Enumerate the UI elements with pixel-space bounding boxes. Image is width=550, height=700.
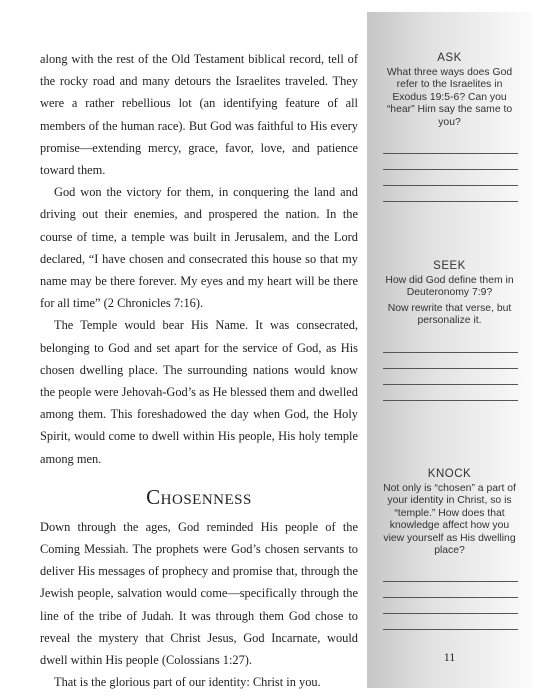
main-text-column <box>40 48 358 693</box>
ask-title: ASK <box>437 52 462 64</box>
seek-prompt-2: Now rewrite that verse, but personalize it. <box>387 302 512 327</box>
writing-line[interactable] <box>383 369 518 385</box>
writing-line[interactable] <box>383 598 518 614</box>
writing-line[interactable] <box>383 154 518 170</box>
writing-line[interactable] <box>383 186 518 202</box>
section-heading: Chosenness <box>146 484 252 509</box>
ask-prompt: What three ways does God refer to the Israelites in Exodus 19:5-6? Can you “hear” Him say the same to you? <box>386 67 513 128</box>
knock-prompt: Not only is “chosen” a part of your identity in Christ, so is “temple.” How does that knowledge affect how you view yourself as His dwelling place? <box>383 483 516 557</box>
page-number: 11 <box>443 650 456 664</box>
knock-writing-lines[interactable] <box>383 566 518 630</box>
writing-line[interactable] <box>383 385 518 401</box>
seek-title: SEEK <box>433 260 466 272</box>
seek-writing-lines[interactable] <box>383 337 518 401</box>
paragraph: Down through the ages, God reminded His people of the Coming Messiah. The prophets were God’s chosen servants to deliver His messages of prophecy and promise that, through the Jewish people, salvation would come—specifically through the line of the tribe of Judah. It was through them God chose to reveal the mystery that Christ Jesus, God Incarnate, would dwell within His people (Colossians 1:27). <box>40 519 358 668</box>
writing-line[interactable] <box>383 582 518 598</box>
writing-line[interactable] <box>383 566 518 582</box>
writing-line[interactable] <box>383 614 518 630</box>
ask-writing-lines[interactable] <box>383 138 518 202</box>
writing-line[interactable] <box>383 353 518 369</box>
paragraph: along with the rest of the Old Testament biblical record, tell of the rocky road and many detours the Israelites traveled. They were a rather rebellious lot (an identifying feature of all members of the human race). But God was faithful to His every promise—extending mercy, grace, favor, love, and patience toward them. <box>40 52 358 178</box>
paragraph: That is the glorious part of our identity: Christ in you. <box>54 675 321 690</box>
paragraph: God won the victory for them, in conquering the land and driving out their enemies, and prospered the nation. In the course of time, a temple was built in Jerusalem, and the Lord declared, “I have chosen and consecrated this house so that my name may be there forever. My eyes and my heart will be there for all time” (2 Chronicles 7:16). <box>40 185 358 311</box>
knock-title: KNOCK <box>427 468 472 480</box>
paragraph: The Temple would bear His Name. It was consecrated, belonging to God and set apart for the service of God, as His chosen dwelling place. The surrounding nations would know the people were Jehovah-God’s as He blessed them and dwelled among them. This foreshadowed the day when God, the Holy Spirit, would come to dwell within His people, His holy temple among men. <box>40 318 358 466</box>
seek-section <box>367 260 532 401</box>
knock-section <box>367 468 532 630</box>
writing-line[interactable] <box>383 170 518 186</box>
ask-section <box>367 52 532 202</box>
writing-line[interactable] <box>383 138 518 154</box>
study-sidebar <box>367 12 532 688</box>
seek-prompt: How did God define them in Deuteronomy 7:9? <box>385 275 514 299</box>
writing-line[interactable] <box>383 337 518 353</box>
